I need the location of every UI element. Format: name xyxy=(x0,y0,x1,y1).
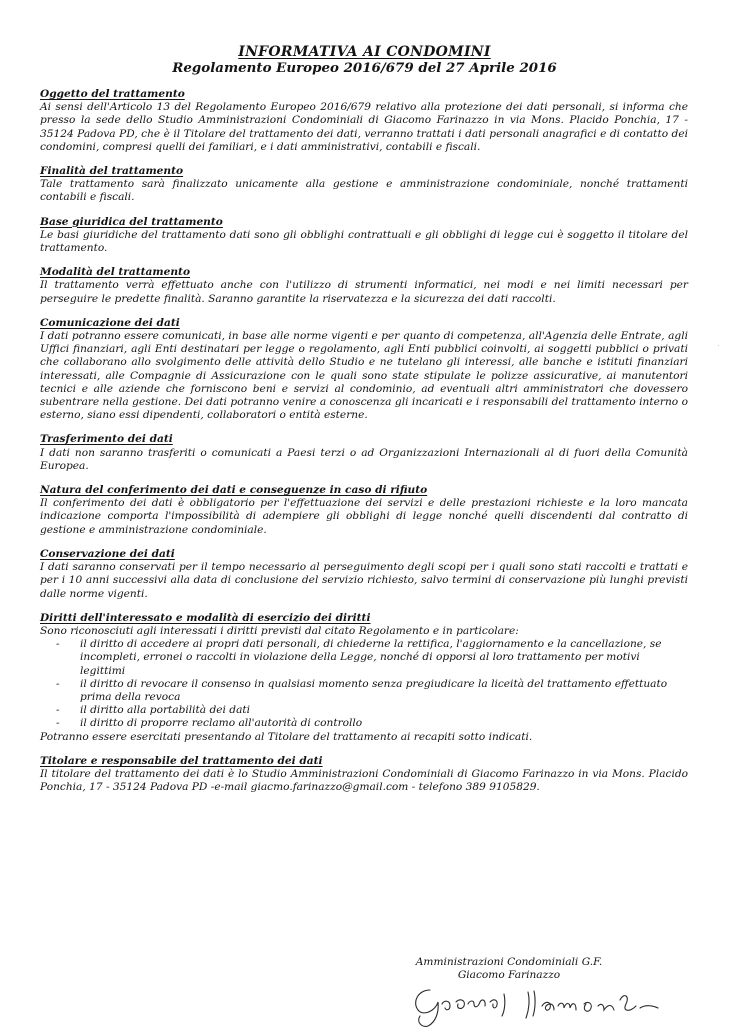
section-heading: Finalità del trattamento xyxy=(40,165,184,178)
section-heading: Natura del conferimento dei dati e conseguenze in caso di rifiuto xyxy=(40,484,428,497)
section-natura-conferimento xyxy=(40,484,688,537)
section-heading: Conservazione dei dati xyxy=(40,547,175,560)
rights-intro: Sono riconosciuti agli interessati i diritti previsti dal citato Regolamento e in particolare: xyxy=(40,624,519,637)
section-heading: Base giuridica del trattamento xyxy=(40,215,223,228)
rights-list xyxy=(40,638,688,730)
signature-company: Amministrazioni Condominiali G.F. xyxy=(415,956,603,968)
rights-list-item: - il diritto alla portabilità dei dati xyxy=(80,704,688,717)
section-conservazione xyxy=(40,548,688,601)
section-text: Il trattamento verrà effettuato anche con l'utilizzo di strumenti informatici, nei modi e nei limiti necessari per perseguire le predette finalità. Saranno garantite la riservatezza e la sicurezza dei dati raccolti. xyxy=(40,279,688,305)
section-base-giuridica xyxy=(40,216,688,256)
section-comunicazione xyxy=(40,317,688,423)
handwritten-signature xyxy=(408,982,678,1028)
section-oggetto xyxy=(40,88,688,154)
section-trasferimento xyxy=(40,433,688,473)
section-text: Tale trattamento sarà finalizzato unicamente alla gestione e amministrazione condominiale, nonché trattamenti contabili e fiscali. xyxy=(40,178,688,204)
section-heading: Trasferimento dei dati xyxy=(40,433,173,446)
section-diritti xyxy=(40,612,688,744)
rights-list-item: - il diritto di accedere ai propri dati personali, di chiederne la rettifica, l'aggiornamento e la cancellazione, se incompleti, erronei o raccolti in violazione della Legge, nonché di opporsi al loro trattamento per motivi legittimi xyxy=(80,638,688,678)
document-body xyxy=(40,88,688,805)
section-modalita xyxy=(40,266,688,306)
section-heading: Titolare e responsabile del trattamento dei dati xyxy=(40,754,323,767)
section-heading: Modalità del trattamento xyxy=(40,266,191,279)
section-heading: Diritti dell'interessato e modalità di esercizio dei diritti xyxy=(40,611,371,624)
section-text: Ai sensi dell'Articolo 13 del Regolamento Europeo 2016/679 relativo alla protezione dei dati personali, si informa che presso la sede dello Studio Amministrazioni Condominiali di Giacomo Farinazzo in via Mons. Placido Ponchia, 17 - 35124 Padova PD, che è il Titolare del trattamento dei dati, verranno trattati i dati personali anagrafici e di contatto dei condomini, compresi quelli dei familiari, e i dati amministrativi, contabili e fiscali. xyxy=(40,101,688,153)
document-subtitle: Regolamento Europeo 2016/679 del 27 Aprile 2016 xyxy=(172,60,557,76)
rights-list-item: - il diritto di proporre reclamo all'autorità di controllo xyxy=(80,717,688,730)
section-heading: Oggetto del trattamento xyxy=(40,88,185,100)
section-text: I dati saranno conservati per il tempo necessario al perseguimento degli scopi per i quali sono stati raccolti e trattati e per i 10 anni successivi alla data di conclusione del servizio richiesto, salvo termini di conservazione più lunghi previsti dalle norme vigenti. xyxy=(40,561,688,600)
scan-artifact xyxy=(718,345,719,346)
document-title: INFORMATIVA AI CONDOMINI xyxy=(238,44,491,60)
section-heading: Comunicazione dei dati xyxy=(40,316,180,329)
section-text: I dati non saranno trasferiti o comunicati a Paesi terzi o ad Organizzazioni Internazionali al di fuori della Comunità Europea. xyxy=(40,446,688,472)
section-text: I dati potranno essere comunicati, in base alle norme vigenti e per quanto di competenza, all'Agenzia delle Entrate, agli Uffici finanziari, agli Enti destinatari per legge o regolamento, agli Enti pubblici coinvolti, ai soggetti pubblici o privati che collaborano allo svolgimento delle attività dello Studio e ne tutelano gli interessi, alle banche e istituti finanziari interessati, alle Compagnie di Assicurazione con le quali sono state stipulate le polizze assicurative, ai manutentori tecnici e alle aziende che forniscono beni e servizi al condominio, ad eventuali altri amministratori che dovessero subentrare nella gestione. Dei dati potranno venire a conoscenza gli incaricati e i responsabili del trattamento interno o esterno, siano essi dipendenti, collaboratori o entità esterne. xyxy=(40,330,688,422)
signature-block xyxy=(404,956,614,982)
section-titolare xyxy=(40,755,688,795)
rights-list-item: - il diritto di revocare il consenso in qualsiasi momento senza pregiudicare la liceità del trattamento effettuato prima della revoca xyxy=(80,678,688,704)
section-text: Il conferimento dei dati è obbligatorio per l'effettuazione dei servizi e delle prestazioni richieste e la loro mancata indicazione comporta l'impossibilità di adempiere gli obblighi di legge nonché quelli discendenti dal contratto di gestione e amministrazione condominiale. xyxy=(40,497,688,536)
section-finalita xyxy=(40,165,688,205)
section-text: Il titolare del trattamento dei dati è lo Studio Amministrazioni Condominiali di Giacomo Farinazzo in via Mons. Placido Ponchia, 17 - 35124 Padova PD -e-mail giacmo.farinazzo@gmail.com - telefono 389 9105829. xyxy=(40,767,688,794)
rights-outro: Potranno essere esercitati presentando al Titolare del trattamento ai recapiti sotto indicati. xyxy=(40,730,533,743)
document-header xyxy=(0,0,729,76)
section-text: Le basi giuridiche del trattamento dati sono gli obblighi contrattuali e gli obblighi di legge cui è soggetto il titolare del trattamento. xyxy=(40,228,688,255)
signature-name: Giacomo Farinazzo xyxy=(457,969,561,981)
